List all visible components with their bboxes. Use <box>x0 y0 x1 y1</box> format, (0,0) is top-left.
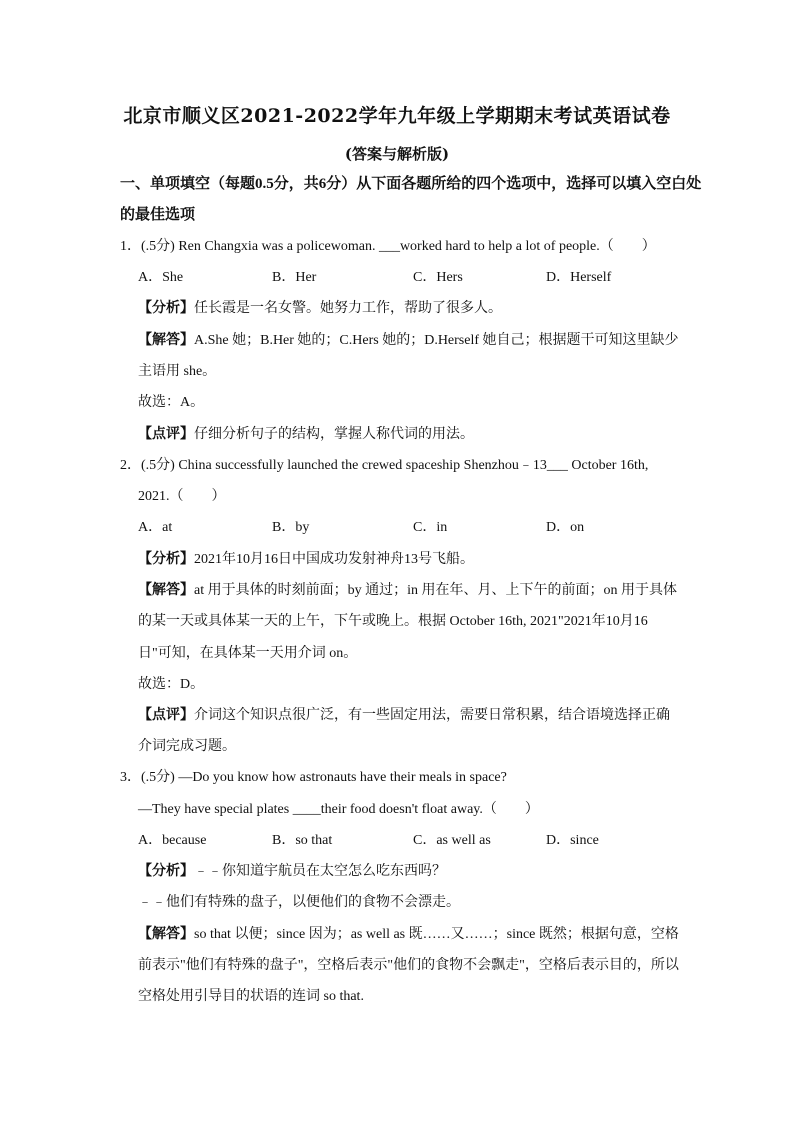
q1-analysis <box>138 299 502 319</box>
q1-option-b: B．Her <box>272 270 317 285</box>
analysis-tag: 【分析】 <box>138 864 194 879</box>
answer-tag: 【解答】 <box>138 927 194 942</box>
q2-answer <box>138 581 677 601</box>
q1-option-d: D．Herself <box>546 270 612 285</box>
q3-analysis-text: ﹣﹣你知道宇航员在太空怎么吃东西吗？ <box>194 864 446 879</box>
q1-answer <box>138 331 679 351</box>
q2-option-b: B．by <box>272 520 310 535</box>
question-3-stem: 3．(.5分) —Do you know how astronauts have their meals in space? <box>120 770 507 785</box>
question-3-stem-cont: —They have special plates ____their food doesn't float away.（ ） <box>138 802 539 817</box>
question-2-stem-cont: 2021.（ ） <box>138 489 226 504</box>
analysis-tag: 【分析】 <box>138 301 194 316</box>
q1-answer-text: A.She 她；B.Her 她的；C.Hers 她的；D.Herself 她自己；根据题干可知这里缺少 <box>194 333 679 348</box>
q3-option-d: D．since <box>546 833 599 848</box>
q2-answer-cont-1: 的某一天或具体某一天的上午，下午或晚上。根据 October 16th, 2021"2021年10月16 <box>138 614 648 629</box>
q2-analysis-text: 2021年10月16日中国成功发射神舟13号飞船。 <box>194 552 474 567</box>
section-heading: 一、单项填空（每题0.5分，共6分）从下面各题所给的四个选项中，选择可以填入空白处 <box>120 176 702 192</box>
q2-comment-text: 介词这个知识点很广泛，有一些固定用法，需要日常积累，结合语境选择正确 <box>194 708 670 723</box>
analysis-tag: 【分析】 <box>138 552 194 567</box>
page-title: 北京市顺义区2021-2022学年九年级上学期期末考试英语试卷 <box>123 105 671 127</box>
q1-analysis-text: 任长霞是一名女警。她努力工作，帮助了很多人。 <box>194 301 502 316</box>
q3-option-b: B．so that <box>272 833 333 848</box>
q1-option-c: C．Hers <box>413 270 463 285</box>
comment-tag: 【点评】 <box>138 427 194 442</box>
section-heading-cont: 的最佳选项 <box>120 207 196 223</box>
q3-option-a: A．because <box>138 833 207 848</box>
q3-option-c: C．as well as <box>413 833 491 848</box>
answer-tag: 【解答】 <box>138 583 194 598</box>
q1-choice: 故选：A。 <box>138 395 205 410</box>
q2-option-a: A．at <box>138 520 173 535</box>
page-subtitle: (答案与解析版) <box>344 145 450 163</box>
q2-comment <box>138 706 670 726</box>
q2-answer-cont-2: 日"可知，在具体某一天用介词 on。 <box>138 646 358 661</box>
q3-answer-cont-1: 前表示"他们有特殊的盘子"，空格后表示"他们的食物不会飘走"，空格后表示目的，所以 <box>138 958 679 973</box>
q3-answer <box>138 925 679 945</box>
q1-option-a: A．She <box>138 270 184 285</box>
question-1-stem: 1．(.5分) Ren Changxia was a policewoman. ___worked hard to help a lot of people.（ ） <box>120 239 656 254</box>
q2-option-d: D．on <box>546 520 585 535</box>
q1-comment <box>138 425 474 445</box>
q2-choice: 故选：D。 <box>138 677 205 692</box>
question-2-stem: 2．(.5分) China successfully launched the crewed spaceship Shenzhou﹣13___ October 16th, <box>120 458 649 473</box>
q2-answer-text: at 用于具体的时刻前面；by 通过；in 用在年、月、上下午的前面；on 用于具体 <box>194 583 677 598</box>
q1-comment-text: 仔细分析句子的结构，掌握人称代词的用法。 <box>194 427 474 442</box>
q3-analysis <box>138 862 446 882</box>
q3-analysis-cont: ﹣﹣他们有特殊的盘子，以便他们的食物不会漂走。 <box>138 895 460 910</box>
q3-answer-text: so that 以便；since 因为；as well as 既……又……；since 既然；根据句意，空格 <box>194 927 679 942</box>
comment-tag: 【点评】 <box>138 708 194 723</box>
q1-answer-cont: 主语用 she。 <box>138 364 217 379</box>
q2-option-c: C．in <box>413 520 448 535</box>
q2-comment-cont: 介词完成习题。 <box>138 739 236 754</box>
answer-tag: 【解答】 <box>138 333 194 348</box>
q2-analysis <box>138 550 474 570</box>
q3-answer-cont-2: 空格处用引导目的状语的连词 so that. <box>138 989 364 1004</box>
